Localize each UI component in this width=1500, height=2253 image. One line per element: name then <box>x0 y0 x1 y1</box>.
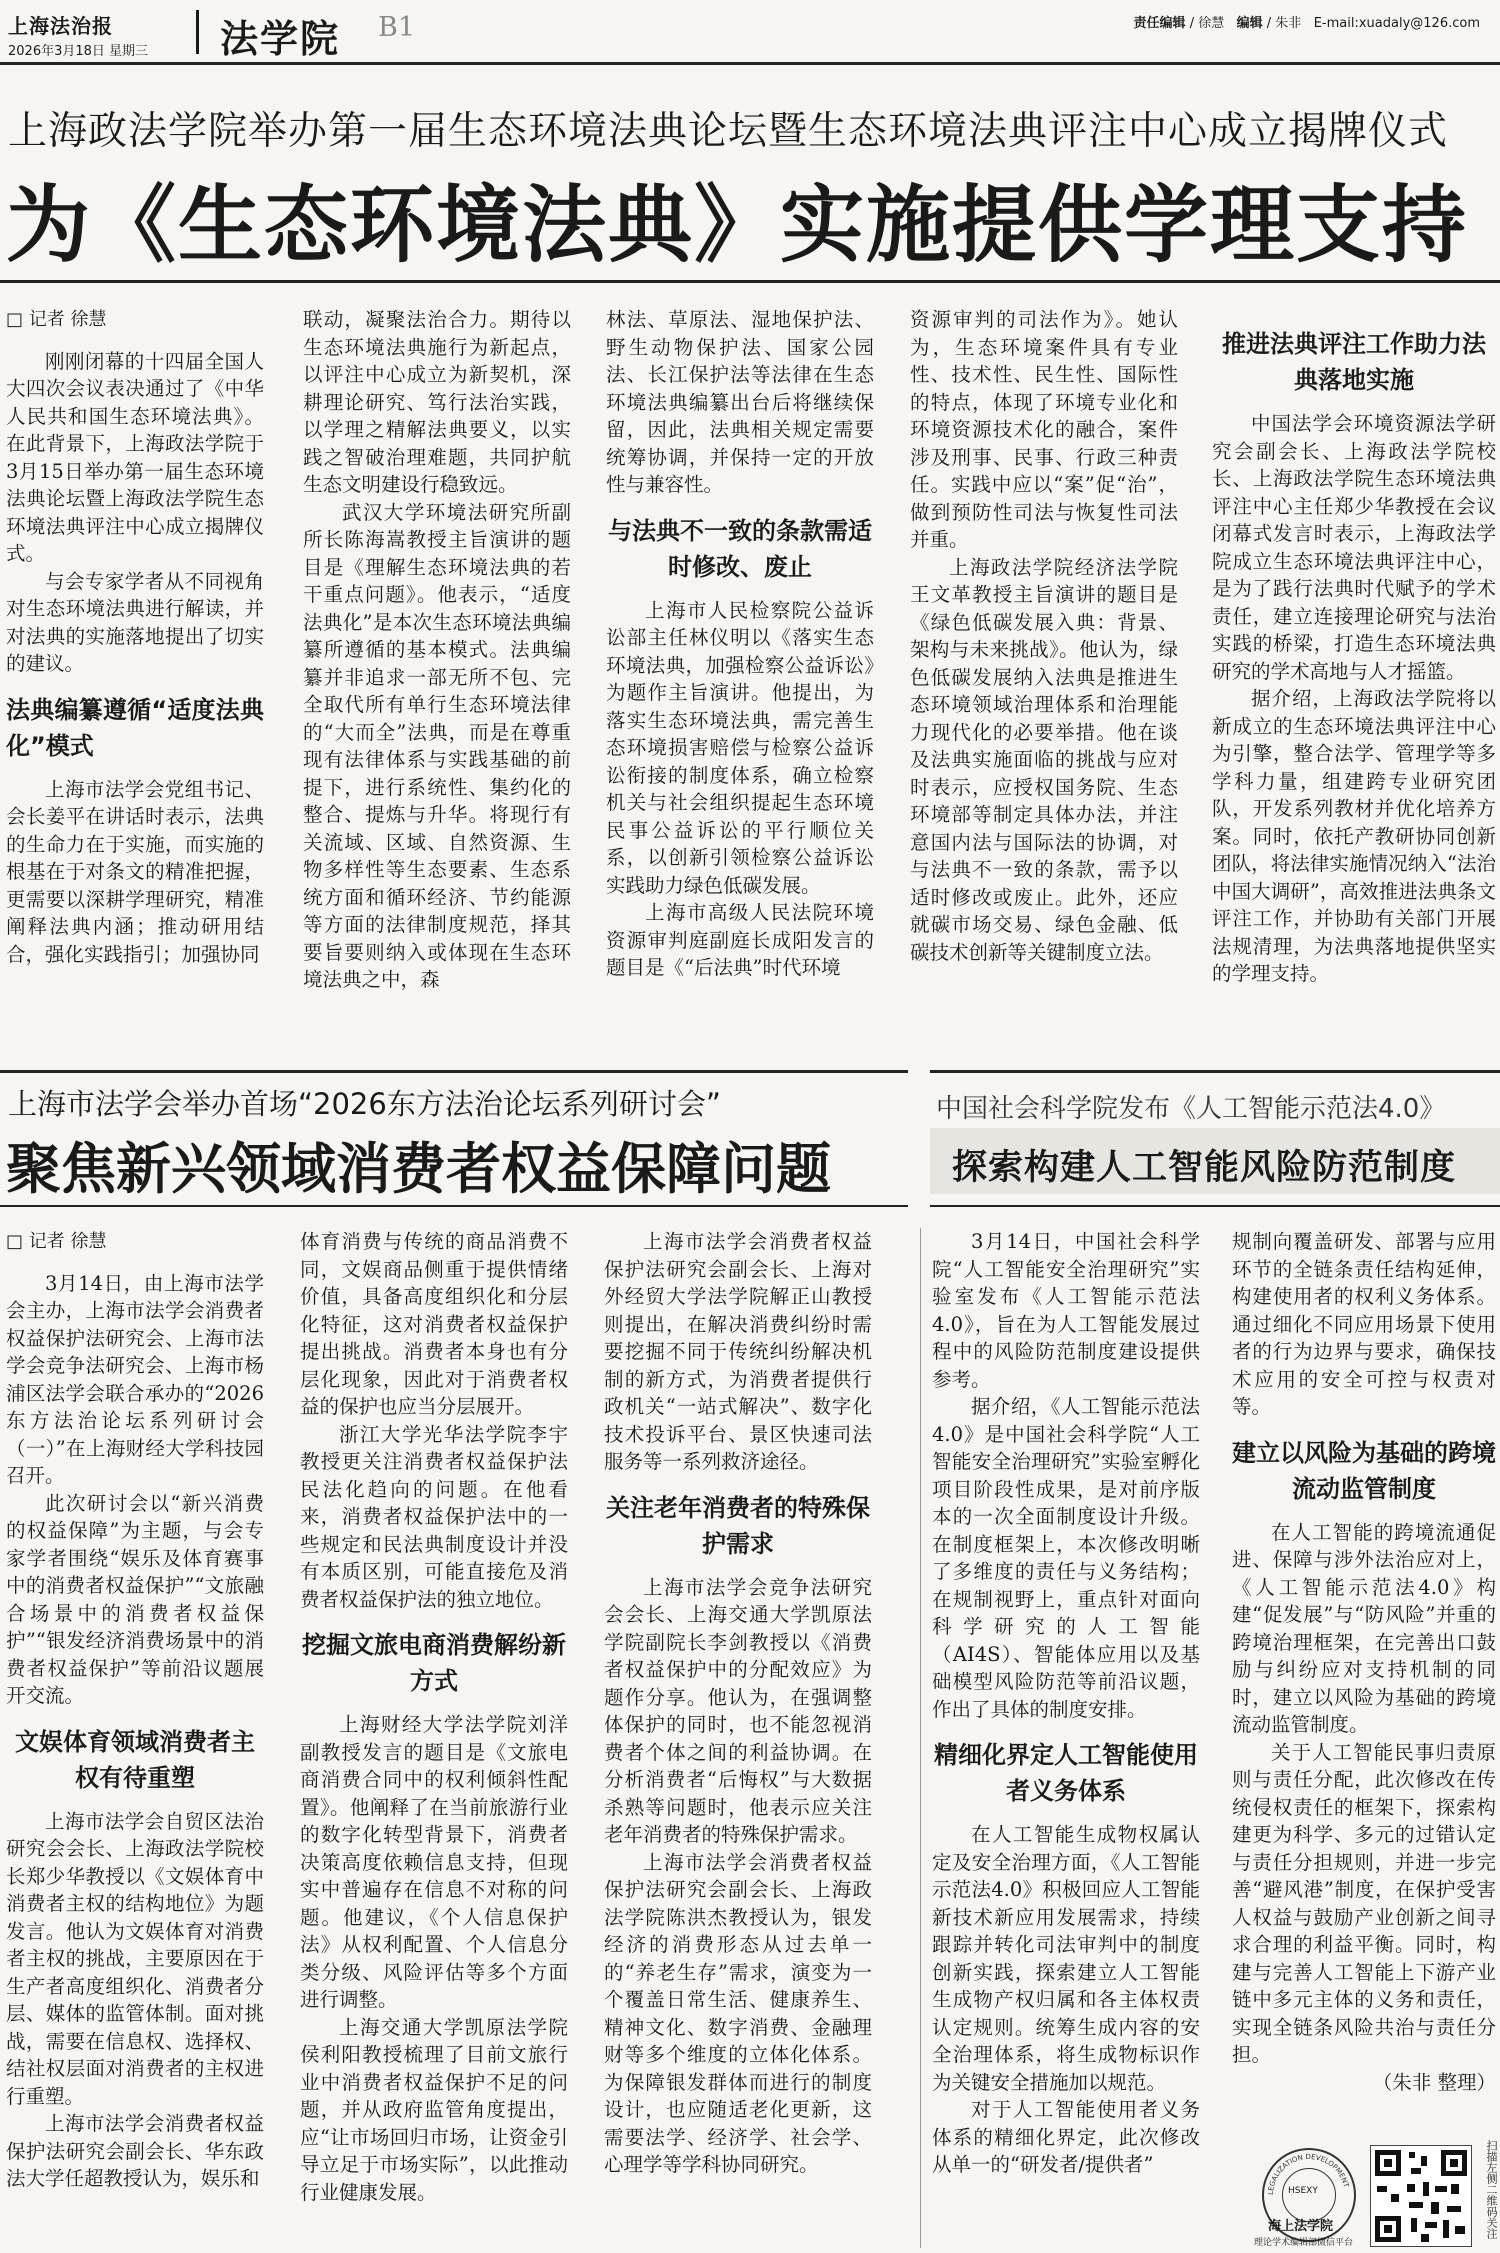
article1-column-3 <box>606 306 874 982</box>
paragraph: 上海市法学会竞争法研究会会长、上海交通大学凯原法学院副院长李剑教授以《消费者权益保护中的分配效应》为题作分享。他认为，在强调整体保护的同时，也不能忽视消费者个体之间的利益协调。在分析消费者“后悔权”与大数据杀熟等问题时，他表示应关注老年消费者的特殊保护需求。 <box>604 1575 872 1846</box>
article2-top-rule <box>0 1070 908 1073</box>
article3-headline: 探索构建人工智能风险防范制度 <box>952 1148 1457 1188</box>
paragraph: 林法、草原法、湿地保护法、野生动物保护法、国家公园法、长江保护法等法律在生态环境法典编纂出台后将继续保留，因此，法典相关规定需要统筹协调，并保持一定的开放性与兼容性。 <box>606 308 874 496</box>
paragraph: 上海交通大学凯原法学院侯利阳教授梳理了目前文旅行业中消费者权益保护不足的问题，并从政府监管角度提出，应“让市场回归市场，让资金引导立足于市场实际”，以此推动行业健康发展。 <box>300 2015 568 2204</box>
editor-email: E-mail:xuadaly@126.com <box>1313 16 1480 31</box>
paragraph: 刚刚闭幕的十四届全国人大四次会议表决通过了《中华人民共和国生态环境法典》。在此背景下，上海政法学院于3月15日举办第一届生态环境法典论坛暨上海政法学院生态环境法典评注中心成立揭牌仪式。 <box>6 349 264 565</box>
article3-lead: 中国社会科学院发布《人工智能示范法4.0》 <box>936 1094 1446 1124</box>
article3-signoff: （朱非 整理） <box>1372 2070 1496 2094</box>
article1-byline: □ 记者 徐慧 <box>6 309 107 330</box>
newspaper-logo: 上海法治报 <box>8 14 113 38</box>
qr-code-icon[interactable] <box>1370 2145 1472 2247</box>
article1-subhead-3: 推进法典评注工作助力法典落地实施 <box>1222 330 1486 394</box>
top-rule <box>0 62 1500 65</box>
paragraph: 武汉大学环境法研究所副所长陈海嵩教授主旨演讲的题目是《理解生态环境法典的若干重点问题》。他表示，“适度法典化”是本次生态环境法典编纂所遵循的基本模式。法典编纂并非追求一部无所不包、完全取代所有单行生态环境法律的“大而全”法典，而是在尊重现有法律体系与实践基础的前提下，进行系统性、集约化的整合、提炼与升华。将现行有关流域、区域、自然资源、生物多样性等生态要素、生态系统方面和循环经济、节约能源等方面的法律制度规范，择其要旨要则纳入或体现在生态环境法典之中，森 <box>303 500 571 991</box>
paragraph: 上海市高级人民法院环境资源审判庭副庭长成阳发言的题目是《“后法典”时代环境 <box>606 901 874 979</box>
article3-subhead-1: 精细化界定人工智能使用者义务体系 <box>934 1741 1198 1805</box>
editor-label: 责任编辑 <box>1133 16 1186 31</box>
article3-top-rule <box>930 1070 1500 1073</box>
paragraph: 联动，凝聚法治合力。期待以生态环境法典施行为新起点，以评注中心成立为新契机，深耕理论研究、笃行法治实践，以学理之精解法典要义，以实践之智破治理难题，共同护航生态文明建设行稳致远。 <box>303 308 571 496</box>
seal-name: 海上法学院 <box>1268 2219 1334 2234</box>
article1-headline: 为《生态环境法典》实施提供学理支持 <box>6 175 1469 274</box>
paragraph: 资源审判的司法作为》。她认为，生态环境案件具有专业性、技术性、民生性、国际性的特点，体现了环境专业化和环境资源技术化的融合，案件涉及刑事、民事、行政三种责任。实践中应以“案”促“治”，做到预防性司法与恢复性司法并重。 <box>910 308 1178 551</box>
article1-subhead-2: 与法典不一致的条款需适时修改、废止 <box>608 516 872 581</box>
paragraph: 浙江大学光华法学院李宇教授更关注消费者权益保护法民法化趋向的问题。在他看来，消费者权益保护法中的一些规定和民法典制度设计并没有本质区别，可能直接危及消费者权益保护法的独立地位。 <box>300 1422 568 1611</box>
paragraph: 上海市人民检察院公益诉讼部主任林仪明以《落实生态环境法典，加强检察公益诉讼》为题作主旨演讲。他提出，为落实生态环境法典，需完善生态环境损害赔偿与检察公益诉讼衔接的制度体系，确立检察机关与社会组织提起生态环境民事公益诉讼的平行顺位关系，以创新引领检察公益诉讼实践助力绿色低碳发展。 <box>606 598 874 897</box>
column-divider <box>920 1228 921 2248</box>
paragraph: 上海财经大学法学院刘洋副教授发言的题目是《文旅电商消费合同中的权利倾斜性配置》。他阐释了在当前旅游行业的数字化转型背景下，消费者决策高度依赖信息支持，但现实中普遍存在信息不对称的问题。他建议，《个人信息保护法》从权利配置、个人信息分类分级、风险评估等多个方面进行调整。 <box>300 1713 568 2011</box>
paragraph: 关于人工智能民事归责原则与责任分配，此次修改在传统侵权责任的框架下，探索构建更为科学、多元的过错认定与责任分担规则，并进一步完善“避风港”制度，在保护受害人权益与鼓励产业创新之间寻求合理的利益平衡。同时，构建与完善人工智能上下游产业链中多元主体的义务和责任，实现全链条风险共治与责任分担。 <box>1232 1740 1496 2066</box>
paragraph: 对于人工智能使用者义务体系的精细化界定，此次修改从单一的“研发者/提供者” <box>932 2098 1200 2176</box>
paragraph: 上海市法学会消费者权益保护法研究会副会长、华东政法大学任超教授认为，娱乐和 <box>6 2112 264 2190</box>
paragraph: 上海市法学会党组书记、会长姜平在讲话时表示，法典的生命力在于实施，而实施的根基在于对条文的精准把握，更需要以深耕学理研究，精准阐释法典内涵；推动研用结合，强化实践指引；加强协同 <box>6 777 264 966</box>
article1-column-2 <box>303 306 571 994</box>
paragraph: 在人工智能的跨境流通促进、保障与涉外法治应对上，《人工智能示范法4.0》构建“促发展”与“防风险”并重的跨境治理框架，在完善出口鼓励与纠纷应对支持机制的同时，建立以风险为基础的跨境流动监管制度。 <box>1232 1520 1496 1736</box>
paragraph: 据介绍，上海政法学院将以新成立的生态环境法典评注中心为引擎，整合法学、管理学等多学科力量，组建跨专业研究团队，开发系列教材并优化培养方案。同时，依托产教研协同创新团队，将法律实施情况纳入“法治中国大调研”，高效推进法典条文评注工作，并协助有关部门开展法规清理，为法典落地提供坚实的学理支持。 <box>1212 687 1496 985</box>
article2-headline: 聚焦新兴领域消费者权益保障问题 <box>6 1136 832 1201</box>
article1-column-1 <box>6 306 264 968</box>
paragraph: 上海市法学会自贸区法治研究会会长、上海政法学院校长郑少华教授以《文娱体育中消费者主权的结构地位》为题发言。他认为文娱体育对消费者主权的挑战，主要原因在于生产者高度组织化、消费者分层、媒体的监管体制。面对挑战，需要在信息权、选择权、结社权层面对消费者的主权进行重塑。 <box>6 1809 264 2108</box>
article3-rule <box>930 1205 1500 1207</box>
paragraph: 据介绍，《人工智能示范法4.0》是中国社会科学院“人工智能安全治理研究”实验室孵化项目阶段性成果，是对前序版本的一次全面制度设计升级。在制度框架上，本次修改明晰了多维度的责任与义务结构；在规制视野上，重点针对面向科学研究的人工智能（AI4S）、智能体应用以及基础模型风险防范等前沿议题，作出了具体的制度安排。 <box>932 1395 1200 1721</box>
article2-column-2 <box>300 1228 568 2206</box>
article3-column-1 <box>932 1228 1200 2179</box>
article1-rule <box>0 280 1500 283</box>
paragraph: 上海政法学院经济法学院王文革教授主旨演讲的题目是《绿色低碳发展入典：背景、架构与未来挑战》。他认为，绿色低碳发展纳入法典是推进生态环境领域治理体系和治理能力现代化的必要举措。他在谈及法典实施面临的挑战与应对时表示，应授权国务院、生态环境部等制定具体办法，并注意国内法与国际法的协调，对与法典不一致的条款，需予以适时修改或废止。此外，还应就碳市场交易、绿色金融、低碳技术创新等关键制度立法。 <box>910 555 1178 964</box>
article2-subhead-1: 文娱体育领域消费者主权有待重塑 <box>15 1727 255 1792</box>
seal-ring-text: LEGALIZATION DEVELOPMENT <box>1266 2152 1351 2196</box>
paragraph: 中国法学会环境资源法学研究会副会长、上海政法学院校长、上海政法学院生态环境法典评注中心主任郑少华教授在会议闭幕式发言时表示，上海政法学院成立生态环境法典评注中心，是为了践行法典时代赋予的学术责任，建立连接理论研究与法治实践的桥梁，打造生态环境法典研究的学术高地与人才摇篮。 <box>1212 412 1496 683</box>
paragraph: 与会专家学者从不同视角对生态环境法典进行解读，并对法典的实施落地提出了切实的建议。 <box>6 569 264 675</box>
article2-rule <box>0 1205 908 1207</box>
seal-subtitle: 理论学术编辑部微信平台 <box>1254 2238 1354 2248</box>
paragraph: 体育消费与传统的商品消费不同，文娱商品侧重于提供情绪价值，具备高度组织化和分层化特征，这对消费者权益保护提出挑战。消费者本身也有分层化现象，因此对于消费者权益的保护也应当分层展开。 <box>300 1230 568 1418</box>
seal-mark-text: HSEXY <box>1288 2186 1318 2196</box>
article3-column-2 <box>1232 1228 1496 2096</box>
article3-subhead-2: 建立以风险为基础的跨境流动监管制度 <box>1232 1438 1496 1503</box>
paragraph: 3月14日，由上海市法学会主办，上海市法学会消费者权益保护法研究会、上海市法学会竞争法研究会、上海市杨浦区法学会联合承办的“2026东方法治论坛系列研讨会（一）”在上海财经大学科技园召开。 <box>6 1271 264 1487</box>
qr-caption: 扫描左侧二维码关注 <box>1485 2140 1498 2239</box>
article1-subhead-1: 法典编纂遵循“适度法典化”模式 <box>6 695 264 760</box>
page-code: B1 <box>378 12 416 43</box>
paragraph: 3月14日，中国社会科学院“人工智能安全治理研究”实验室发布《人工智能示范法4.0》，旨在为人工智能发展过程中的风险防范制度建设提供参考。 <box>932 1230 1200 1391</box>
paragraph: 上海市法学会消费者权益保护法研究会副会长、上海对外经贸大学法学院解正山教授则提出，在解决消费纠纷时需要挖掘不同于传统纠纷解决机制的新方式，为消费者提供行政机关“一站式解决”、数字化技术投诉平台、景区快速司法服务等一系列救济途径。 <box>604 1230 872 1473</box>
article2-subhead-2: 挖掘文旅电商消费解纷新方式 <box>302 1631 566 1695</box>
article1-column-5 <box>1212 306 1496 988</box>
paragraph: 在人工智能生成物权属认定及安全治理方面，《人工智能示范法4.0》积极回应人工智能新技术新应用发展需求，持续跟踪并转化司法审判中的制度创新实践，探索建立人工智能生成物产权归属和各主体权责认定规则。统筹生成内容的安全治理体系，将生成物标识作为关键安全措施加以规范。 <box>932 1823 1200 2094</box>
editor2-name: 朱非 <box>1275 16 1302 31</box>
qr-code-graphic <box>1371 2146 1471 2246</box>
article2-subhead-3: 关注老年消费者的特殊保护需求 <box>606 1493 870 1558</box>
paragraph: 上海市法学会消费者权益保护法研究会副会长、上海政法学院陈洪杰教授认为，银发经济的消费形态从过去单一的“养老生存”需求，演变为一个覆盖日常生活、健康养生、精神文化、数字消费、金融理财等多个维度的立体化体系。为保障银发群体而进行的制度设计，也应随适老化更新，这需要法学、经济学、社会学、心理学等学科协同研究。 <box>604 1850 872 2176</box>
editor-credits: 责任编辑 / 徐慧 编辑 / 朱非 E-mail:xuadaly@126.com <box>1133 16 1480 31</box>
section-title: 法学院 <box>220 17 341 61</box>
paragraph: 规制向覆盖研发、部署与应用环节的全链条责任结构延伸，构建使用者的权利义务体系。通过细化不同应用场景下使用者的行为边界与要求，确保技术应用的安全可控与权责对等。 <box>1232 1230 1496 1418</box>
paragraph: 此次研讨会以“新兴消费的权益保障”为主题，与会专家学者围绕“娱乐及体育赛事中的消费者权益保护”“文旅融合场景中的消费者权益保护”“银发经济消费场景中的消费者权益保护”等前沿议题展开交流。 <box>6 1491 264 1707</box>
masthead-divider <box>196 10 199 54</box>
article1-lead: 上海政法学院举办第一届生态环境法典论坛暨生态环境法典评注中心成立揭牌仪式 <box>8 109 1449 154</box>
issue-date: 2026年3月18日 星期三 <box>8 44 149 59</box>
article2-byline: □ 记者 徐慧 <box>6 1231 107 1252</box>
editor2-label: 编辑 <box>1236 16 1263 31</box>
article2-column-1 <box>6 1228 264 2193</box>
editor-name: 徐慧 <box>1198 16 1225 31</box>
article2-column-3 <box>604 1228 872 2179</box>
article1-column-4 <box>910 306 1178 966</box>
article2-lead: 上海市法学会举办首场“2026东方法治论坛系列研讨会” <box>8 1087 721 1121</box>
